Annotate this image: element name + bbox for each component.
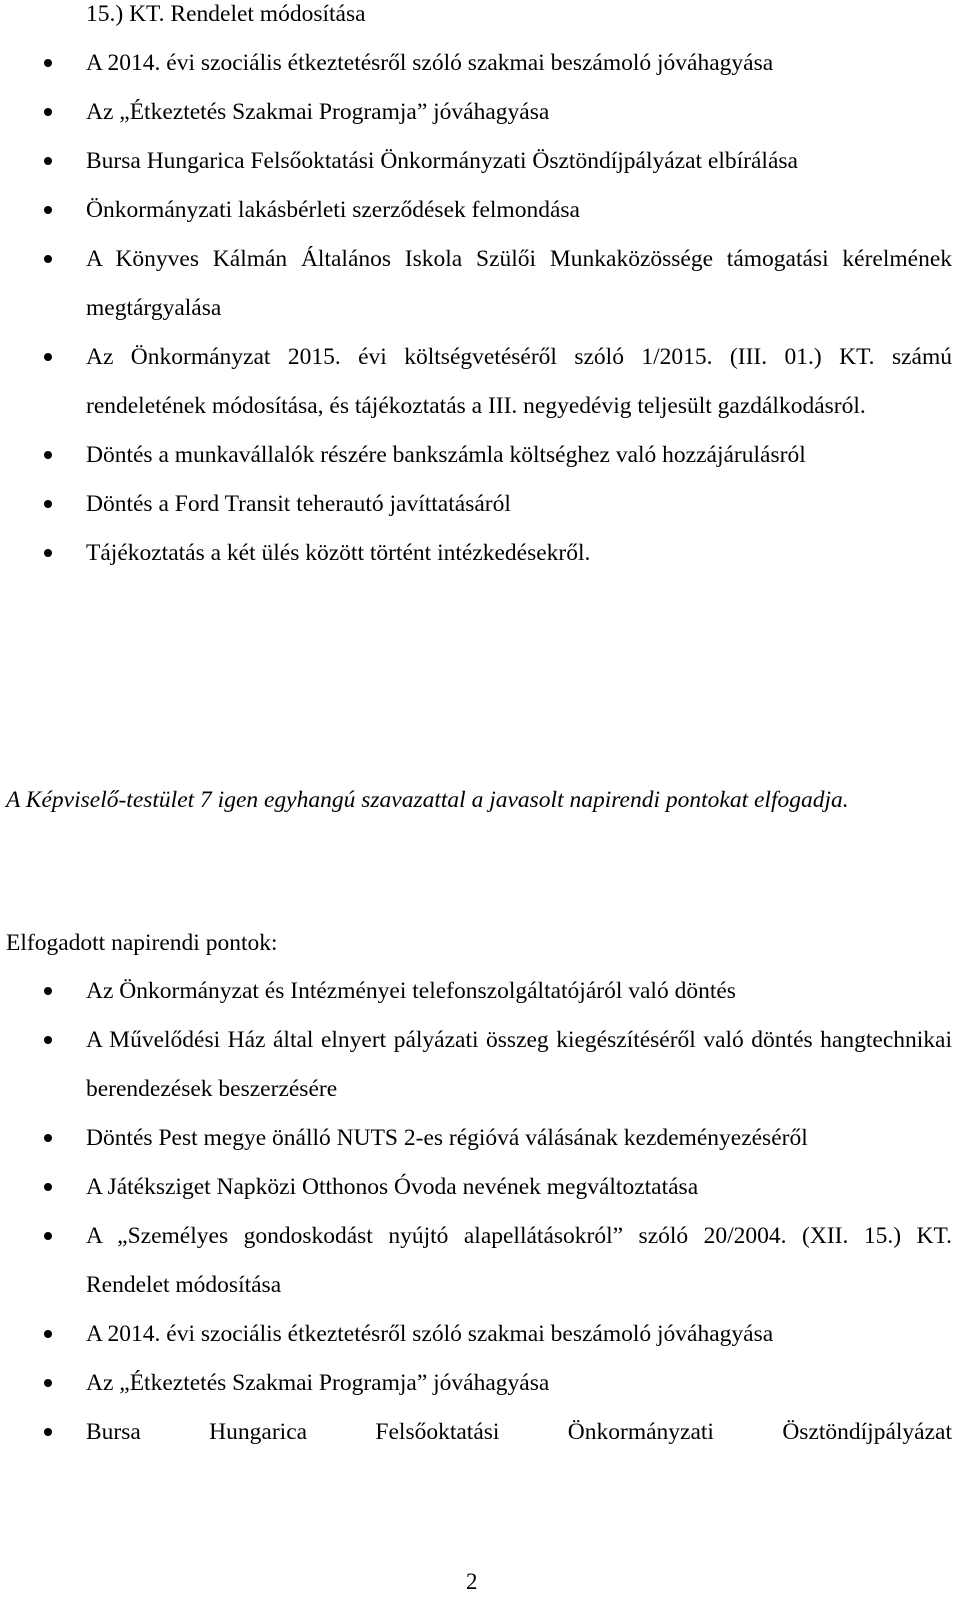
vote-statement: A Képviselő-testület 7 igen egyhangú szavazattal a javasolt napirendi pontokat elfogadja. [6, 787, 849, 813]
agenda-item: A „Személyes gondoskodást nyújtó alapellátásokról” szóló 20/2004. (XII. 15.) KT. Rendelet módosítása [0, 1212, 960, 1310]
agenda-item: A Játéksziget Napközi Otthonos Óvoda nevének megváltoztatása [0, 1163, 960, 1212]
agenda-item: Döntés a Ford Transit teherautó javíttatásáról [0, 480, 960, 529]
agenda-item: Döntés a munkavállalók részére bankszámla költséghez való hozzájárulásról [0, 431, 960, 480]
continuation-line: 15.) KT. Rendelet módosítása [86, 1, 366, 27]
agenda-item: Tájékoztatás a két ülés között történt intézkedésekről. [0, 529, 960, 578]
agenda-item: A 2014. évi szociális étkeztetésről szóló szakmai beszámoló jóváhagyása [0, 39, 960, 88]
agenda-item: A 2014. évi szociális étkeztetésről szóló szakmai beszámoló jóváhagyása [0, 1310, 960, 1359]
accepted-agenda-heading: Elfogadott napirendi pontok: [6, 930, 278, 956]
agenda-list-top [0, 39, 960, 578]
agenda-item: Az „Étkeztetés Szakmai Programja” jóváhagyása [0, 1359, 960, 1408]
agenda-item: Önkormányzati lakásbérleti szerződések felmondása [0, 186, 960, 235]
page-number: 2 [466, 1569, 478, 1594]
agenda-item: Bursa Hungarica Felsőoktatási Önkormányzati Ösztöndíjpályázat [0, 1408, 960, 1457]
agenda-item: A Könyves Kálmán Általános Iskola Szülői Munkaközössége támogatási kérelmének megtárgyalása [0, 235, 960, 333]
agenda-item: A Művelődési Ház által elnyert pályázati összeg kiegészítéséről való döntés hangtechnikai berendezések beszerzésére [0, 1016, 960, 1114]
agenda-list-bottom [0, 967, 960, 1457]
agenda-item: Bursa Hungarica Felsőoktatási Önkormányzati Ösztöndíjpályázat elbírálása [0, 137, 960, 186]
agenda-item: Döntés Pest megye önálló NUTS 2-es régióvá válásának kezdeményezéséről [0, 1114, 960, 1163]
agenda-item: Az Önkormányzat 2015. évi költségvetéséről szóló 1/2015. (III. 01.) KT. számú rendeletének módosítása, és tájékoztatás a III. negyedévig teljesült gazdálkodásról. [0, 333, 960, 431]
agenda-item: Az Önkormányzat és Intézményei telefonszolgáltatójáról való döntés [0, 967, 960, 1016]
agenda-item: Az „Étkeztetés Szakmai Programja” jóváhagyása [0, 88, 960, 137]
